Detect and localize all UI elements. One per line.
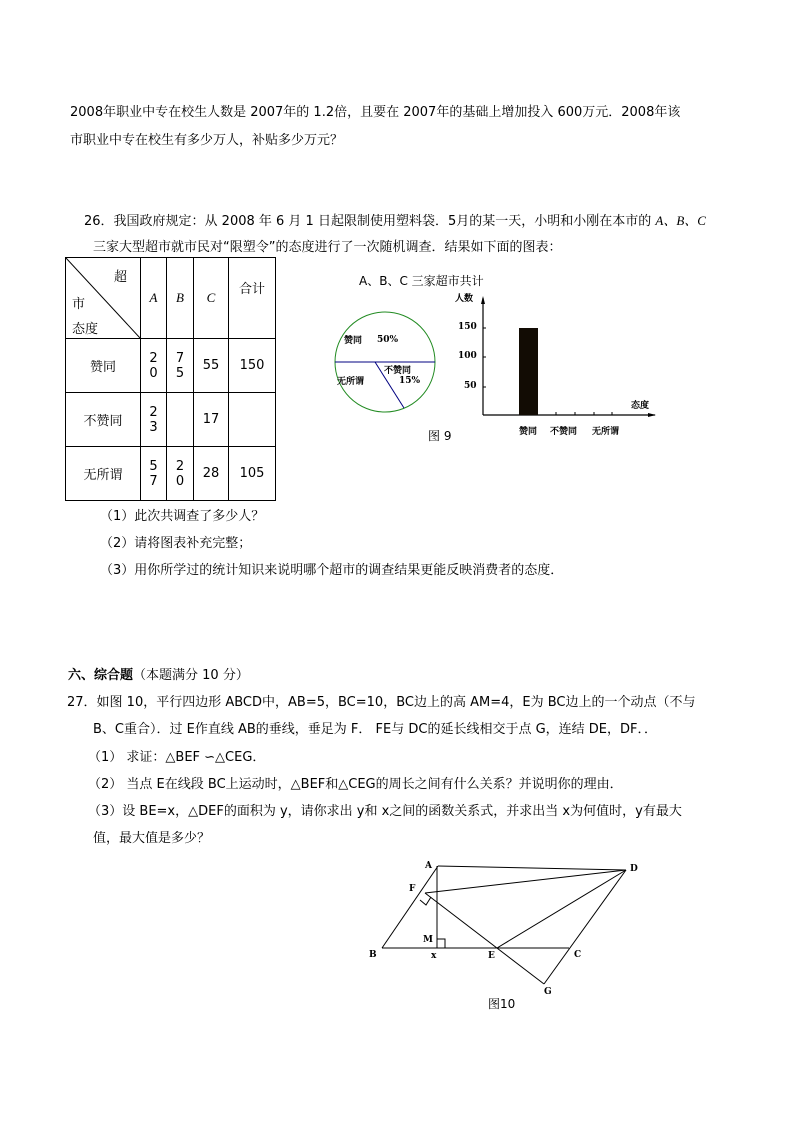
cell-total: [229, 393, 276, 447]
pie-label-disagree-pct: 15%: [399, 376, 421, 386]
cell-a-digit: 7: [149, 473, 158, 489]
chart-title: A、B、C 三家超市共计: [359, 274, 484, 288]
cell-total: 105: [229, 447, 276, 501]
cell-b: [167, 447, 194, 501]
cell-a: [141, 339, 167, 393]
q27-sub3-line2: 值，最大值是多少？: [93, 831, 211, 846]
bar-ytick-100: 100: [458, 351, 477, 361]
q27-sub2: （2） 当点 E在线段 BC上运动时，△BEF和△CEG的周长之间有什么关系？并说明你的理由．: [88, 777, 623, 792]
cell-a: [141, 393, 167, 447]
header-b: B: [167, 258, 194, 339]
point-G: G: [544, 987, 552, 997]
pie-label-indifferent: 无所谓: [337, 377, 365, 387]
point-E: E: [488, 951, 495, 961]
row-label: 赞同: [66, 339, 141, 393]
bar-ylabel: 人数: [455, 294, 474, 304]
header-c: C: [194, 258, 229, 339]
q26-line1-prefix: 26．我国政府规定：从 2008 年 6 月 1 日起限制使用塑料袋．5月的某一天，小明和小刚在本市的: [84, 214, 656, 229]
table-header-row: [66, 258, 276, 339]
point-D: D: [630, 864, 638, 874]
point-A: A: [425, 861, 432, 871]
pie-label-agree-pct: 50%: [377, 335, 399, 345]
cell-b-digit: 7: [175, 350, 185, 366]
cell-a-digit: 0: [149, 365, 158, 381]
corner-label-bottom: 态度: [72, 322, 99, 337]
figure10-parallelogram: [360, 855, 660, 1015]
point-F: F: [409, 884, 416, 894]
q26-text-line2: 三家大型超市就市民对“限塑令”的态度进行了一次随机调查．结果如下面的图表：: [93, 240, 562, 255]
q27-line1: 27．如图 10，平行四边形 ABCD中，AB=5，BC=10，BC边上的高 AM=4，E为 BC边上的一个动点（不与: [67, 695, 696, 710]
pie-label-disagree: 不赞同: [384, 366, 412, 376]
bar-category-agree: 赞同: [519, 427, 538, 437]
q27-line2: B、C重合）．过 E作直线 AB的垂线，垂足为 F． FE与 DC的延长线相交于点 G，连结 DE，DF．．: [93, 722, 657, 737]
table-corner-cell: [66, 258, 141, 339]
section6-title: 六、综合题: [68, 668, 134, 683]
pie-label-agree: 赞同: [344, 336, 363, 346]
section6-note: （本题满分 10 分）: [133, 668, 249, 683]
q27-sub3-line1: （3）设 BE=x，△DEF的面积为 y，请你求出 y和 x之间的函数关系式，并求出当 x为何值时，y有最大: [88, 804, 682, 819]
table-row: [66, 393, 276, 447]
cell-c: 17: [194, 393, 229, 447]
cell-total: 150: [229, 339, 276, 393]
point-C: C: [574, 950, 582, 960]
corner-label-top: 超: [114, 270, 128, 285]
q26-sub2: （2）请将图表补充完整；: [100, 536, 252, 551]
cell-a-digit: 2: [149, 404, 158, 420]
point-M: M: [423, 935, 433, 945]
cell-b: [167, 393, 194, 447]
q25-text-line2: 市职业中专在校生有多少万人，补贴多少万元？: [70, 133, 344, 148]
cell-a-digit: 5: [149, 458, 158, 474]
bar-category-disagree: 不赞同: [550, 427, 578, 437]
cell-c: 55: [194, 339, 229, 393]
header-a: A: [141, 258, 167, 339]
bar-ytick-150: 150: [458, 322, 477, 332]
q26-text-line1: [84, 213, 706, 230]
corner-label-mid: 市: [72, 297, 86, 312]
bar-xlabel: 态度: [631, 401, 650, 411]
figure10-caption: 图10: [488, 997, 516, 1011]
row-label: 不赞同: [66, 393, 141, 447]
q26-line1-vars: A、B、C: [655, 213, 706, 228]
bar-ytick-50: 50: [464, 381, 477, 391]
cell-a: [141, 447, 167, 501]
survey-table: [65, 257, 276, 501]
cell-a-digit: 2: [149, 350, 158, 366]
cell-b: [167, 339, 194, 393]
cell-b-digit: 0: [175, 473, 185, 489]
cell-b-digit: 2: [175, 458, 185, 474]
point-x: x: [431, 951, 437, 961]
table-row: [66, 339, 276, 393]
section6-heading: [68, 668, 249, 684]
row-label: 无所谓: [66, 447, 141, 501]
cell-a-digit: 3: [149, 419, 158, 435]
header-total: 合计: [229, 258, 276, 339]
q26-sub3: （3）用你所学过的统计知识来说明哪个超市的调查结果更能反映消费者的态度．: [100, 563, 564, 578]
q27-sub1: （1） 求证：△BEF ∽△CEG．: [88, 750, 266, 765]
figure9-caption: 图 9: [428, 429, 452, 443]
table-row: [66, 447, 276, 501]
cell-c: 28: [194, 447, 229, 501]
q25-text-line1: 2008年职业中专在校生人数是 2007年的 1.2倍，且要在 2007年的基础上增加投入 600万元．2008年该: [70, 105, 681, 120]
point-B: B: [369, 950, 377, 960]
q26-sub1: （1）此次共调查了多少人？: [100, 509, 265, 524]
bar-category-indifferent: 无所谓: [592, 427, 620, 437]
cell-b-digit: 5: [175, 365, 185, 381]
